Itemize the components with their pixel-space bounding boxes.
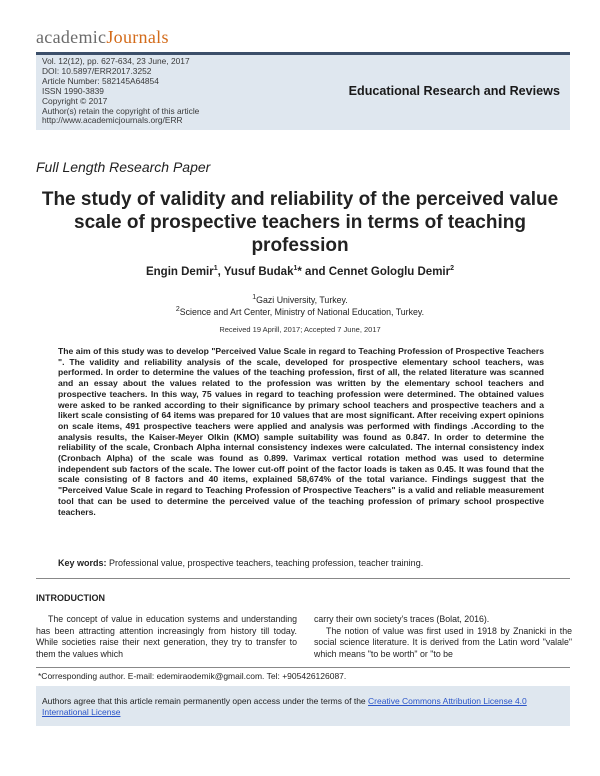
license-statement xyxy=(42,696,562,718)
author-separator: , xyxy=(217,266,224,278)
affiliation-sup: 1 xyxy=(252,294,257,302)
article-meta xyxy=(42,57,199,126)
intro-right-column xyxy=(314,614,572,660)
author-affil-sup: 1 xyxy=(293,265,298,273)
logo-part2: Journals xyxy=(106,27,169,47)
affiliation-item xyxy=(40,294,560,306)
keywords-label: Key words: xyxy=(58,558,107,568)
journal-name: Educational Research and Reviews xyxy=(348,84,560,98)
meta-copyright: Copyright © 2017 xyxy=(42,95,108,106)
affiliation-item xyxy=(40,306,560,318)
corresponding-author-mark: * xyxy=(297,266,302,278)
journal-logo xyxy=(36,27,169,48)
paragraph: carry their own society's traces (Bolat, 2016). xyxy=(314,614,490,624)
affiliation-text: Science and Art Center, Ministry of National Education, Turkey. xyxy=(179,307,425,317)
keywords-text: Professional value, prospective teachers, teaching profession, teacher training. xyxy=(106,558,424,568)
section-divider xyxy=(36,578,570,579)
meta-url-link[interactable]: http://www.academicjournals.org/ERR xyxy=(42,115,183,126)
paper-title: The study of validity and reliability of the perceived value scale of prospective teachers in terms of teaching profession xyxy=(41,189,559,256)
footnote-divider xyxy=(36,667,570,668)
affiliations xyxy=(40,294,560,318)
affiliation-text: Gazi University, Turkey. xyxy=(256,295,348,305)
paragraph: The notion of value was first used in 1918 by Znanicki in the social science literature. It is derived from the Latin word "valale" which means "to be worth" or "to be xyxy=(314,625,572,659)
meta-rights: Author(s) retain the copyright of this article xyxy=(42,105,200,116)
section-heading-introduction: INTRODUCTION xyxy=(36,593,105,603)
affiliation-sup: 2 xyxy=(175,306,180,314)
author-name: Engin Demir xyxy=(145,266,214,278)
logo-part1: academic xyxy=(36,27,107,47)
author-affil-sup: 2 xyxy=(450,265,455,273)
keywords xyxy=(58,558,548,568)
received-dates: Received 19 Aprill, 2017; Accepted 7 June, 2017 xyxy=(219,325,381,334)
abstract: The aim of this study was to develop "Perceived Value Scale in regard to Teaching Profession of Prospective Teachers ". The validity and reliability analysis of the scale, developed for prospective elementary school teachers, was performed. In order to determine the values of the teaching profession, first of all, the related literature was scanned and an essay about the values related to the profession was written by the elementary school teachers and prospective teachers. In this way, 75 values in regard to teaching profession were determined. The obtained values were asked to be ranked according to their significance by primary school teachers and prospective teachers and a likert scale consisting of 64 items was prepared for 10 values that are most significant. After receiving expert opinions on scale items, 491 prospective teachers were applied and analysis was performed with findings .According to the analysis results, the Kaiser-Meyer Olkin (KMO) sample suitability was found as 0.847. In order to determine the reliability of the scale, Cronbach Alpha internal consistency indexes were calculated. The internal consistency index (Cronbach Alpha) of the scale was found as 0.899. Varimax vertical rotation method was used to determine independent sub factors of the scale. The lower cut-off point of the factor loads is taken as 0.45. It was found that the scale consisting of 8 factors and 40 items, explained 58,674% of the total variance. Findings suggest that the "Perceived Value Scale in regard to Teaching Profession of Prospective Teachers" is a valid and reliable measurement tool that can be used to determine the perceived value of the teaching profession of primary school prospective teachers. xyxy=(58,346,544,517)
paper-type: Full Length Research Paper xyxy=(36,159,211,175)
corresponding-author-footnote: *Corresponding author. E-mail: edemiraodemik@gmail.com. Tel: +905426126087. xyxy=(38,671,347,681)
author-affil-sup: 1 xyxy=(213,265,218,273)
author-name: Yusuf Budak xyxy=(223,266,294,278)
author-list xyxy=(40,266,560,278)
meta-doi[interactable]: DOI: 10.5897/ERR2017.3252 xyxy=(42,65,152,76)
intro-left-column xyxy=(36,614,297,660)
meta-volume: Vol. 12(12), pp. 627-634, 23 June, 2017 xyxy=(42,56,190,66)
meta-article-number: Article Number: 582145A64854 xyxy=(42,75,159,86)
author-separator: and xyxy=(301,266,329,278)
paragraph: The concept of value in education systems and understanding has been attracting attention increasingly from history till today. While societies raise their next generation, they try to transfer to them the values which xyxy=(36,614,297,659)
meta-issn: ISSN 1990-3839 xyxy=(42,85,104,96)
license-link[interactable]: Creative Commons Attribution License 4.0 International License xyxy=(42,696,527,717)
author-name: Cennet Gologlu Demir xyxy=(328,266,451,278)
license-text: Authors agree that this article remain permanently open access under the terms of the xyxy=(42,696,369,706)
